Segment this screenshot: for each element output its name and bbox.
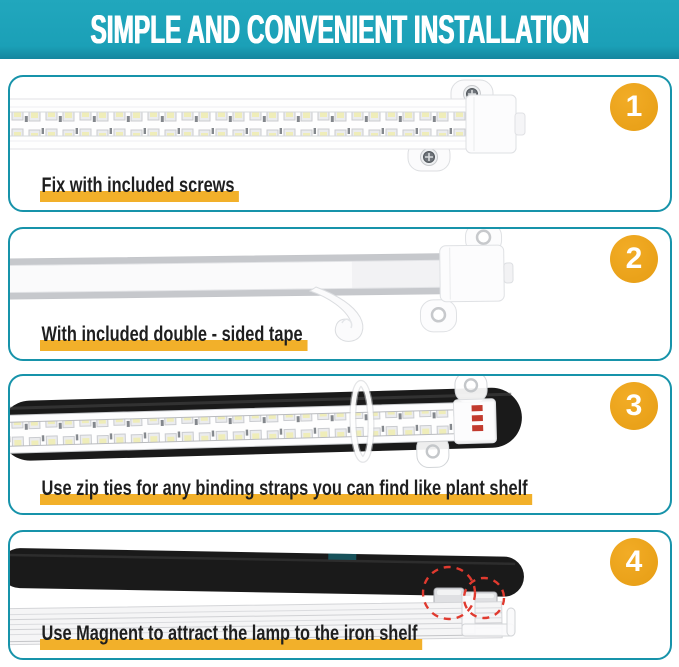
step-caption: Use zip ties for any binding straps you can find like plant shelf	[40, 474, 532, 505]
tape-bracket-ear-bottom	[420, 300, 456, 332]
step-caption: Use Magnent to attract the lamp to the iron shelf	[40, 619, 422, 650]
step-panel-2	[8, 227, 672, 361]
step-panel-3	[8, 374, 672, 515]
step-panel-4	[8, 530, 672, 660]
step-caption: With included double - sided tape	[40, 320, 307, 351]
red-indicator-leds	[472, 405, 484, 431]
header-banner	[0, 0, 679, 59]
step-number-badge: 4	[610, 538, 658, 586]
step-number-badge: 2	[610, 235, 658, 283]
step-caption: Fix with included screws	[40, 171, 239, 202]
step-number-badge: 1	[610, 83, 658, 131]
page-title: SIMPLE AND CONVENIENT INSTALLATION	[90, 6, 589, 52]
step-panel-1	[8, 75, 672, 212]
step-number-badge: 3	[610, 382, 658, 430]
